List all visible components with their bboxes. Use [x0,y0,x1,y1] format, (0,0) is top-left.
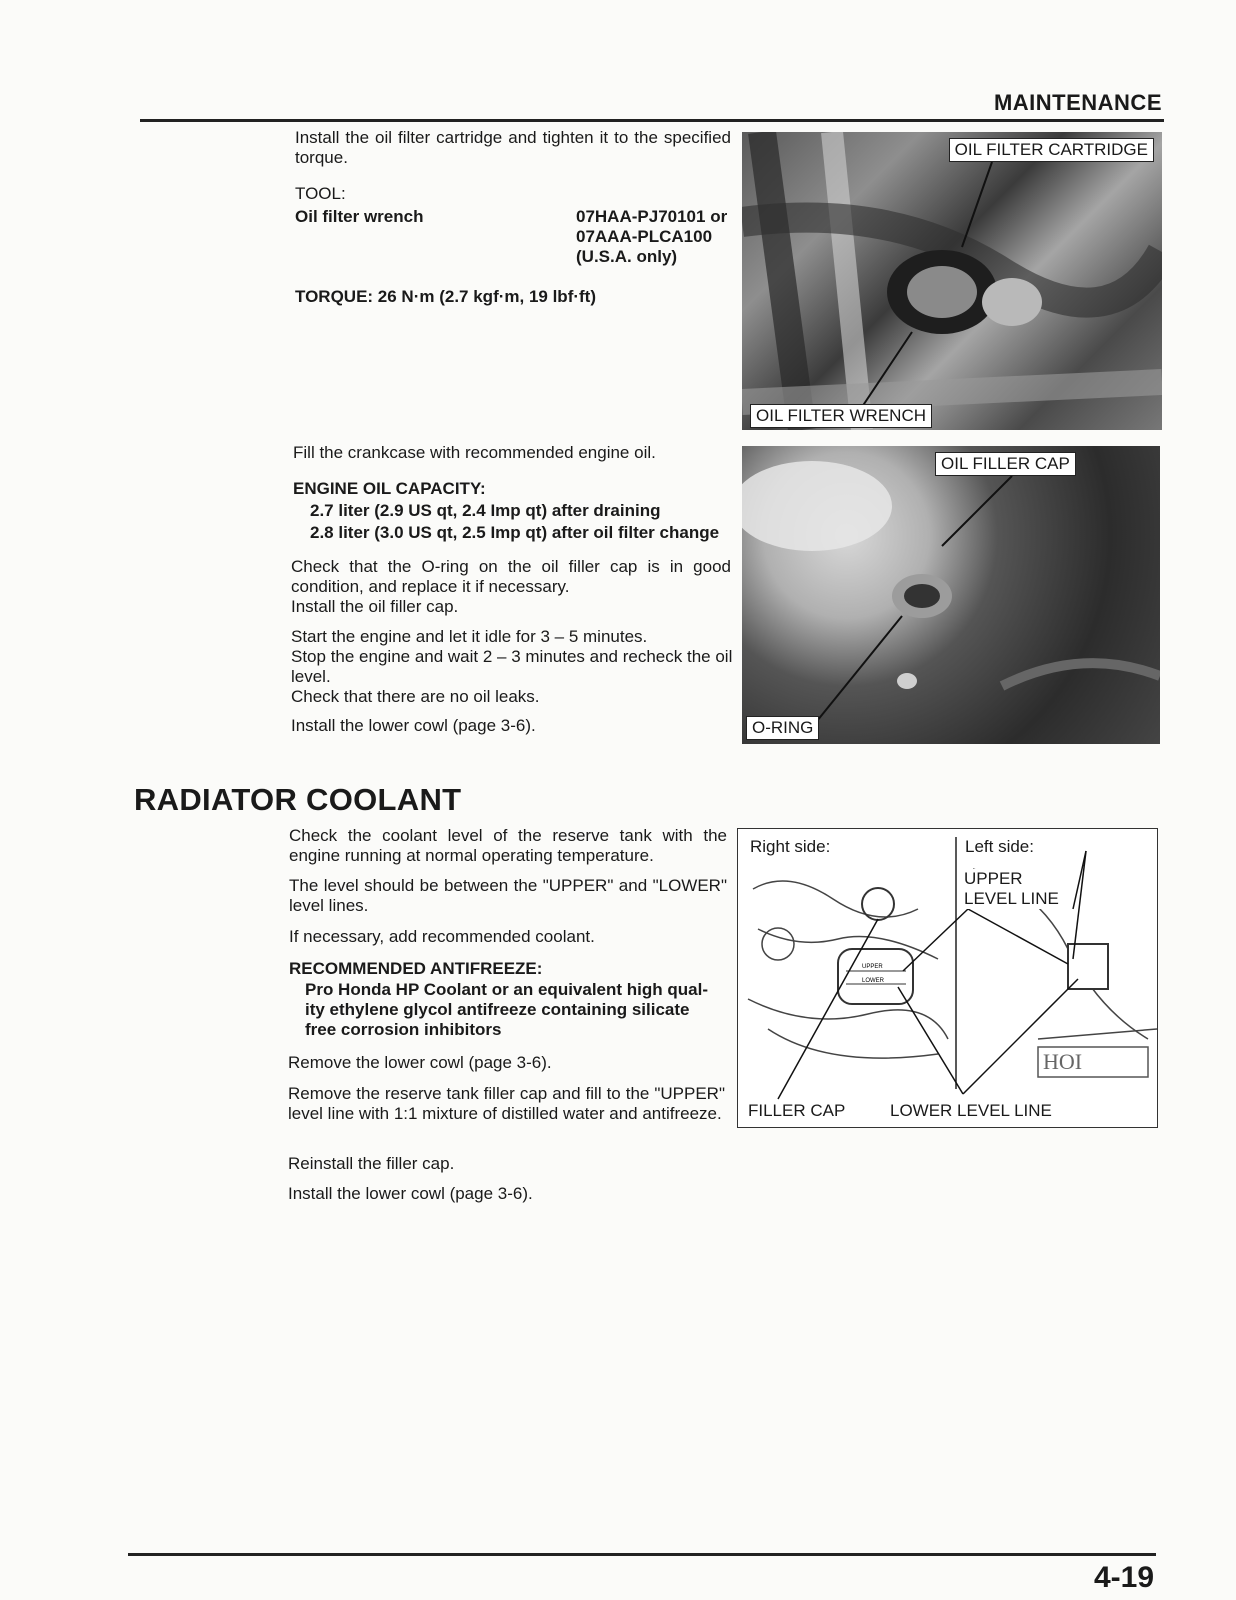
header-rule [140,119,1164,122]
remove-cowl-text: Remove the lower cowl (page 3-6). [288,1053,552,1072]
coolant-add-text: If necessary, add recommended coolant. [289,927,595,946]
oil-filter-photo-art [742,132,1162,430]
reinstall-filler-cap-text: Reinstall the filler cap. [288,1154,455,1173]
antifreeze-spec-line-3: free corrosion inhibitors [305,1020,502,1039]
footer-rule [128,1553,1156,1556]
tool-part-number-alt: 07AAA-PLCA100 [576,227,713,246]
right-side-label: Right side: [750,837,831,856]
install-cowl-text: Install the lower cowl (page 3-6). [291,716,536,735]
tool-part-number: 07HAA-PJ70101 or [576,207,728,226]
tool-part-region: (U.S.A. only) [576,247,678,266]
o-ring-label: O-RING [746,716,819,740]
capacity-draining: 2.7 liter (2.9 US qt, 2.4 Imp qt) after draining [310,501,661,520]
oring-check-text: Check that the O-ring on the oil filler cap is in good condition, and replace it if necessary. [291,557,731,596]
upper-level-label-line2: LEVEL LINE [964,889,1059,908]
tank-upper-mark: UPPER [862,964,883,970]
oil-leak-text: Check that there are no oil leaks. [291,687,540,706]
start-engine-text: Start the engine and let it idle for 3 – 5 minutes. [291,627,648,646]
antifreeze-spec-line-1: Pro Honda HP Coolant or an equivalent high qual- [305,980,708,999]
stop-engine-text: Stop the engine and wait 2 – 3 minutes and recheck the oil level. [291,647,733,686]
coolant-check-text: Check the coolant level of the reserve tank with the engine running at normal operating temperature. [289,826,727,865]
radiator-coolant-title: RADIATOR COOLANT [134,782,462,817]
remove-filler-cap-text: Remove the reserve tank filler cap and fill to the "UPPER" level line with 1:1 mixture of distilled water and antifreeze. [288,1084,725,1123]
section-header: MAINTENANCE [993,90,1162,115]
tank-lower-mark: LOWER [862,978,885,984]
page-number: 4-19 [1093,1561,1154,1594]
oil-filter-cartridge-label: OIL FILTER CARTRIDGE [949,138,1154,162]
lower-level-label: LOWER LEVEL LINE [890,1101,1052,1120]
filler-cap-label: FILLER CAP [748,1101,846,1120]
oil-filter-wrench-label: OIL FILTER WRENCH [750,404,932,428]
oil-filler-cap-label: OIL FILLER CAP [935,452,1076,476]
antifreeze-spec-line-2: ity ethylene glycol antifreeze containing silicate [305,1000,690,1019]
antifreeze-heading: RECOMMENDED ANTIFREEZE: [289,959,543,978]
fill-crankcase-text: Fill the crankcase with recommended engine oil. [293,443,656,462]
coolant-diagram-art [738,829,1157,1127]
coolant-level-text: The level should be between the "UPPER" and "LOWER" level lines. [289,876,727,915]
install-lower-cowl-text: Install the lower cowl (page 3-6). [288,1184,533,1203]
brand-emblem-text: HOI [1043,1049,1083,1074]
coolant-level-diagram [737,828,1158,1128]
capacity-filter-change: 2.8 liter (3.0 US qt, 2.5 Imp qt) after oil filter change [310,523,720,542]
install-filler-cap-text: Install the oil filler cap. [291,597,459,616]
upper-level-label: UPPER [964,869,1023,888]
tool-name: Oil filter wrench [295,207,424,226]
oil-filter-photo [742,132,1162,430]
capacity-heading: ENGINE OIL CAPACITY: [293,479,486,498]
left-side-label: Left side: [965,837,1034,856]
torque-spec: TORQUE: 26 N·m (2.7 kgf·m, 19 lbf·ft) [295,287,596,306]
install-cartridge-text: Install the oil filter cartridge and tighten it to the specified torque. [295,128,731,167]
oil-filler-cap-photo-art [742,446,1160,744]
tool-heading: TOOL: [295,184,346,203]
oil-filler-cap-photo [742,446,1160,744]
